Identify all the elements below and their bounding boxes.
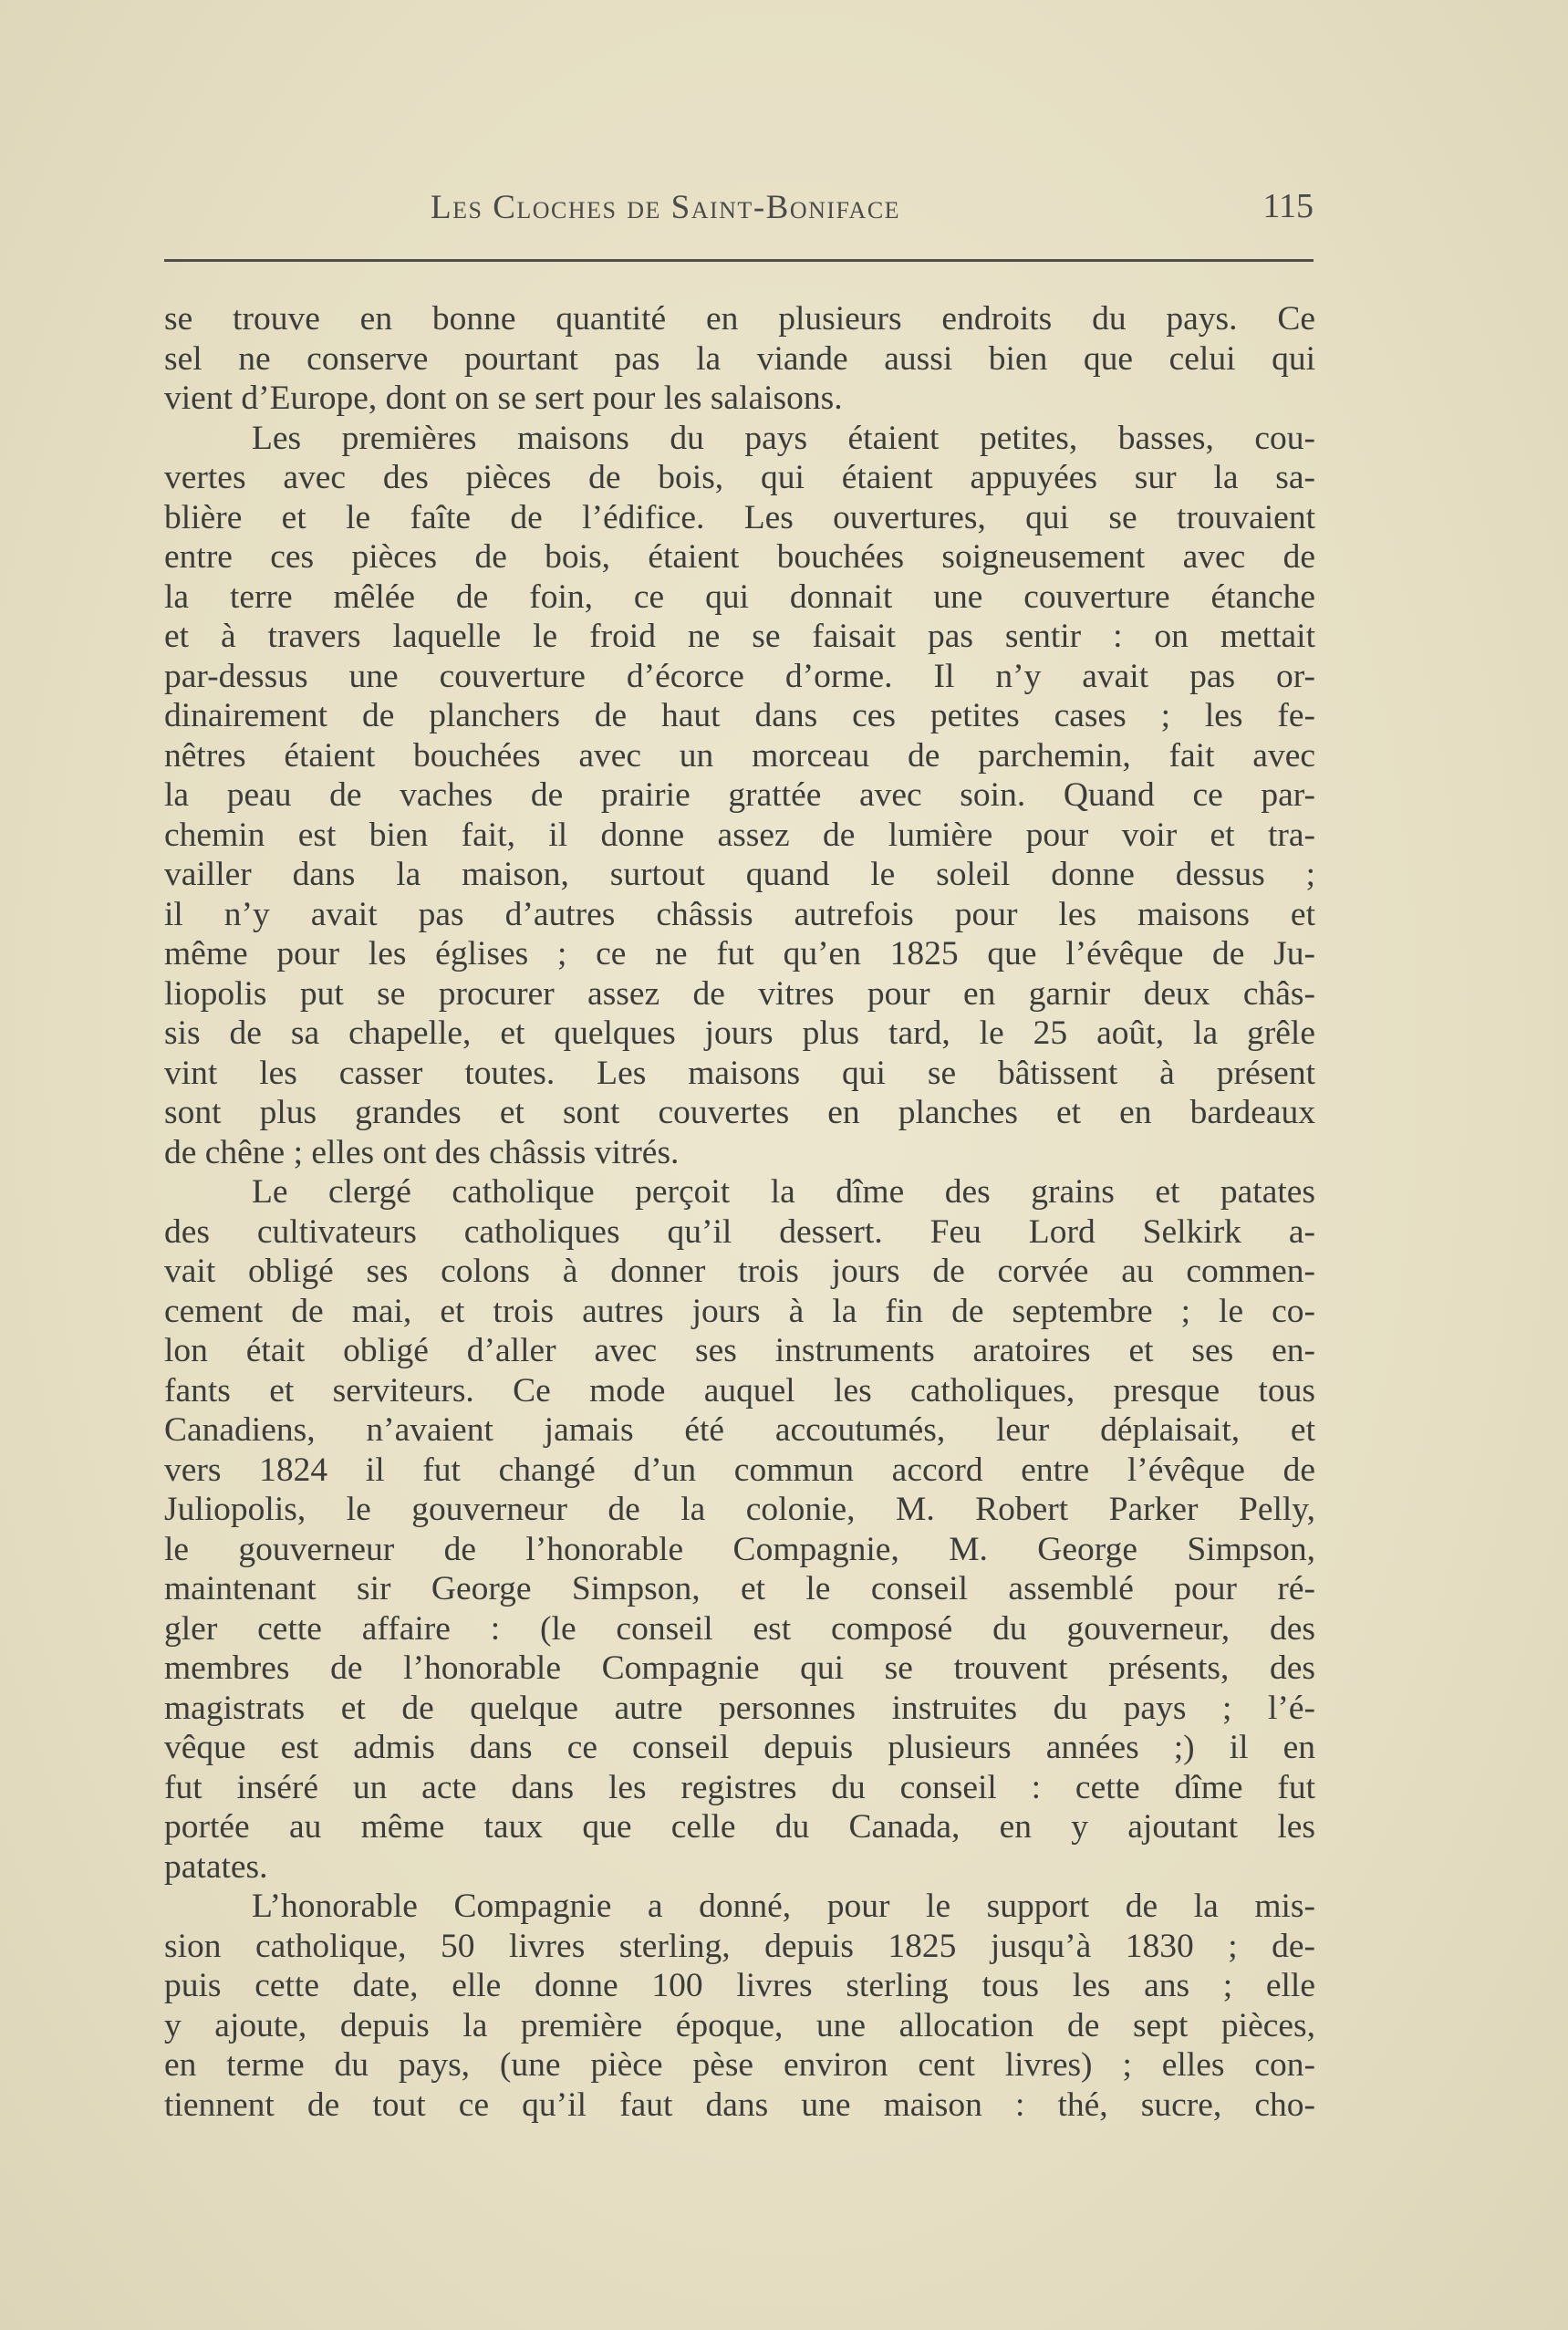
text-line: sont plus grandes et sont couvertes en planches et en bardeaux [164, 1094, 1315, 1131]
text-line: Juliopolis, le gouverneur de la colonie, M. Robert Parker Pelly, [164, 1491, 1315, 1528]
text-line: des cultivateurs catholiques qu’il dessert. Feu Lord Selkirk a- [164, 1212, 1315, 1251]
text-line: tiennent de tout ce qu’il faut dans une maison : thé, sucre, cho- [164, 2086, 1315, 2124]
body-text [164, 299, 1315, 2125]
text-line: en terme du pays, (une pièce pèse environ cent livres) ; elles con- [164, 2046, 1315, 2084]
text-line: patates. [164, 1847, 268, 1886]
text-line: cement de mai, et trois autres jours à la fin de septembre ; le co- [164, 1292, 1315, 1330]
text-line: magistrats et de quelque autre personnes instruites du pays ; l’é- [164, 1689, 1315, 1727]
running-head [164, 182, 1314, 237]
text-line: portée au même taux que celle du Canada, en y ajoutant les [164, 1808, 1315, 1846]
text-line: par-dessus une couverture d’écorce d’orme. Il n’y avait pas or- [164, 657, 1315, 695]
text-line: sion catholique, 50 livres sterling, depuis 1825 jusqu’à 1830 ; de- [164, 1927, 1315, 1965]
text-line: Canadiens, n’avaient jamais été accoutumés, leur déplaisait, et [164, 1411, 1315, 1449]
header-rule [164, 259, 1314, 262]
paragraph [164, 299, 1315, 419]
text-line: nêtres étaient bouchées avec un morceau de parchemin, fait avec [164, 736, 1315, 775]
text-line: Le clergé catholique perçoit la dîme des grains et patates [252, 1173, 1315, 1211]
text-line: puis cette date, elle donne 100 livres sterling tous les ans ; elle [164, 1967, 1315, 2004]
text-line: fut inséré un acte dans les registres du conseil : cette dîme fut [164, 1768, 1315, 1806]
text-line: Les premières maisons du pays étaient petites, basses, cou- [252, 419, 1315, 457]
paragraph [164, 419, 1315, 1173]
paragraph [164, 1887, 1315, 2125]
running-title: Les Cloches de Saint-Boniface [431, 189, 901, 226]
text-line: dinairement de planchers de haut dans ces petites cases ; les fe- [164, 697, 1315, 734]
text-line: se trouve en bonne quantité en plusieurs endroits du pays. Ce [164, 300, 1315, 338]
text-line: blière et le faîte de l’édifice. Les ouvertures, qui se trouvaient [164, 498, 1315, 536]
text-line: vailler dans la maison, surtout quand le soleil donne dessus ; [164, 856, 1315, 893]
page-number: 115 [1262, 187, 1314, 225]
text-line: le gouverneur de l’honorable Compagnie, M. George Simpson, [164, 1530, 1315, 1568]
text-line: vint les casser toutes. Les maisons qui se bâtissent à présent [164, 1054, 1315, 1092]
text-line: de chêne ; elles ont des châssis vitrés. [164, 1133, 680, 1171]
text-line: liopolis put se procurer assez de vitres pour en garnir deux châs- [164, 974, 1315, 1013]
text-line: vers 1824 il fut changé d’un commun accord entre l’évêque de [164, 1451, 1315, 1489]
text-line: vait obligé ses colons à donner trois jours de corvée au commen- [164, 1253, 1315, 1290]
text-line: et à travers laquelle le froid ne se faisait pas sentir : on mettait [164, 618, 1315, 655]
text-line: sel ne conserve pourtant pas la viande aussi bien que celui qui [164, 339, 1315, 378]
text-line: gler cette affaire : (le conseil est composé du gouverneur, des [164, 1609, 1315, 1648]
text-line: vient d’Europe, dont on se sert pour les salaisons. [164, 380, 843, 417]
text-line: y ajoute, depuis la première époque, une allocation de sept pièces, [164, 2006, 1315, 2044]
text-line: chemin est bien fait, il donne assez de lumière pour voir et tra- [164, 816, 1315, 854]
text-line: membres de l’honorable Compagnie qui se trouvent présents, des [164, 1649, 1315, 1687]
text-line: la peau de vaches de prairie grattée avec soin. Quand ce par- [164, 776, 1315, 814]
paragraph [164, 1172, 1315, 1887]
text-line: même pour les églises ; ce ne fut qu’en 1825 que l’évêque de Ju- [164, 935, 1315, 973]
text-line: vêque est admis dans ce conseil depuis plusieurs années ;) il en [164, 1729, 1315, 1766]
text-line: maintenant sir George Simpson, et le conseil assemblé pour ré- [164, 1570, 1315, 1607]
text-line: il n’y avait pas d’autres châssis autrefois pour les maisons et [164, 895, 1315, 933]
text-line: entre ces pièces de bois, étaient bouchées soigneusement avec de [164, 538, 1315, 576]
text-line: sis de sa chapelle, et quelques jours plus tard, le 25 août, la grêle [164, 1014, 1315, 1052]
text-line: vertes avec des pièces de bois, qui étaient appuyées sur la sa- [164, 459, 1315, 496]
text-line: la terre mêlée de foin, ce qui donnait une couverture étanche [164, 577, 1315, 616]
text-line: L’honorable Compagnie a donné, pour le support de la mis- [252, 1888, 1315, 1925]
text-line: fants et serviteurs. Ce mode auquel les catholiques, presque tous [164, 1371, 1315, 1409]
text-line: lon était obligé d’aller avec ses instruments aratoires et ses en- [164, 1332, 1315, 1369]
